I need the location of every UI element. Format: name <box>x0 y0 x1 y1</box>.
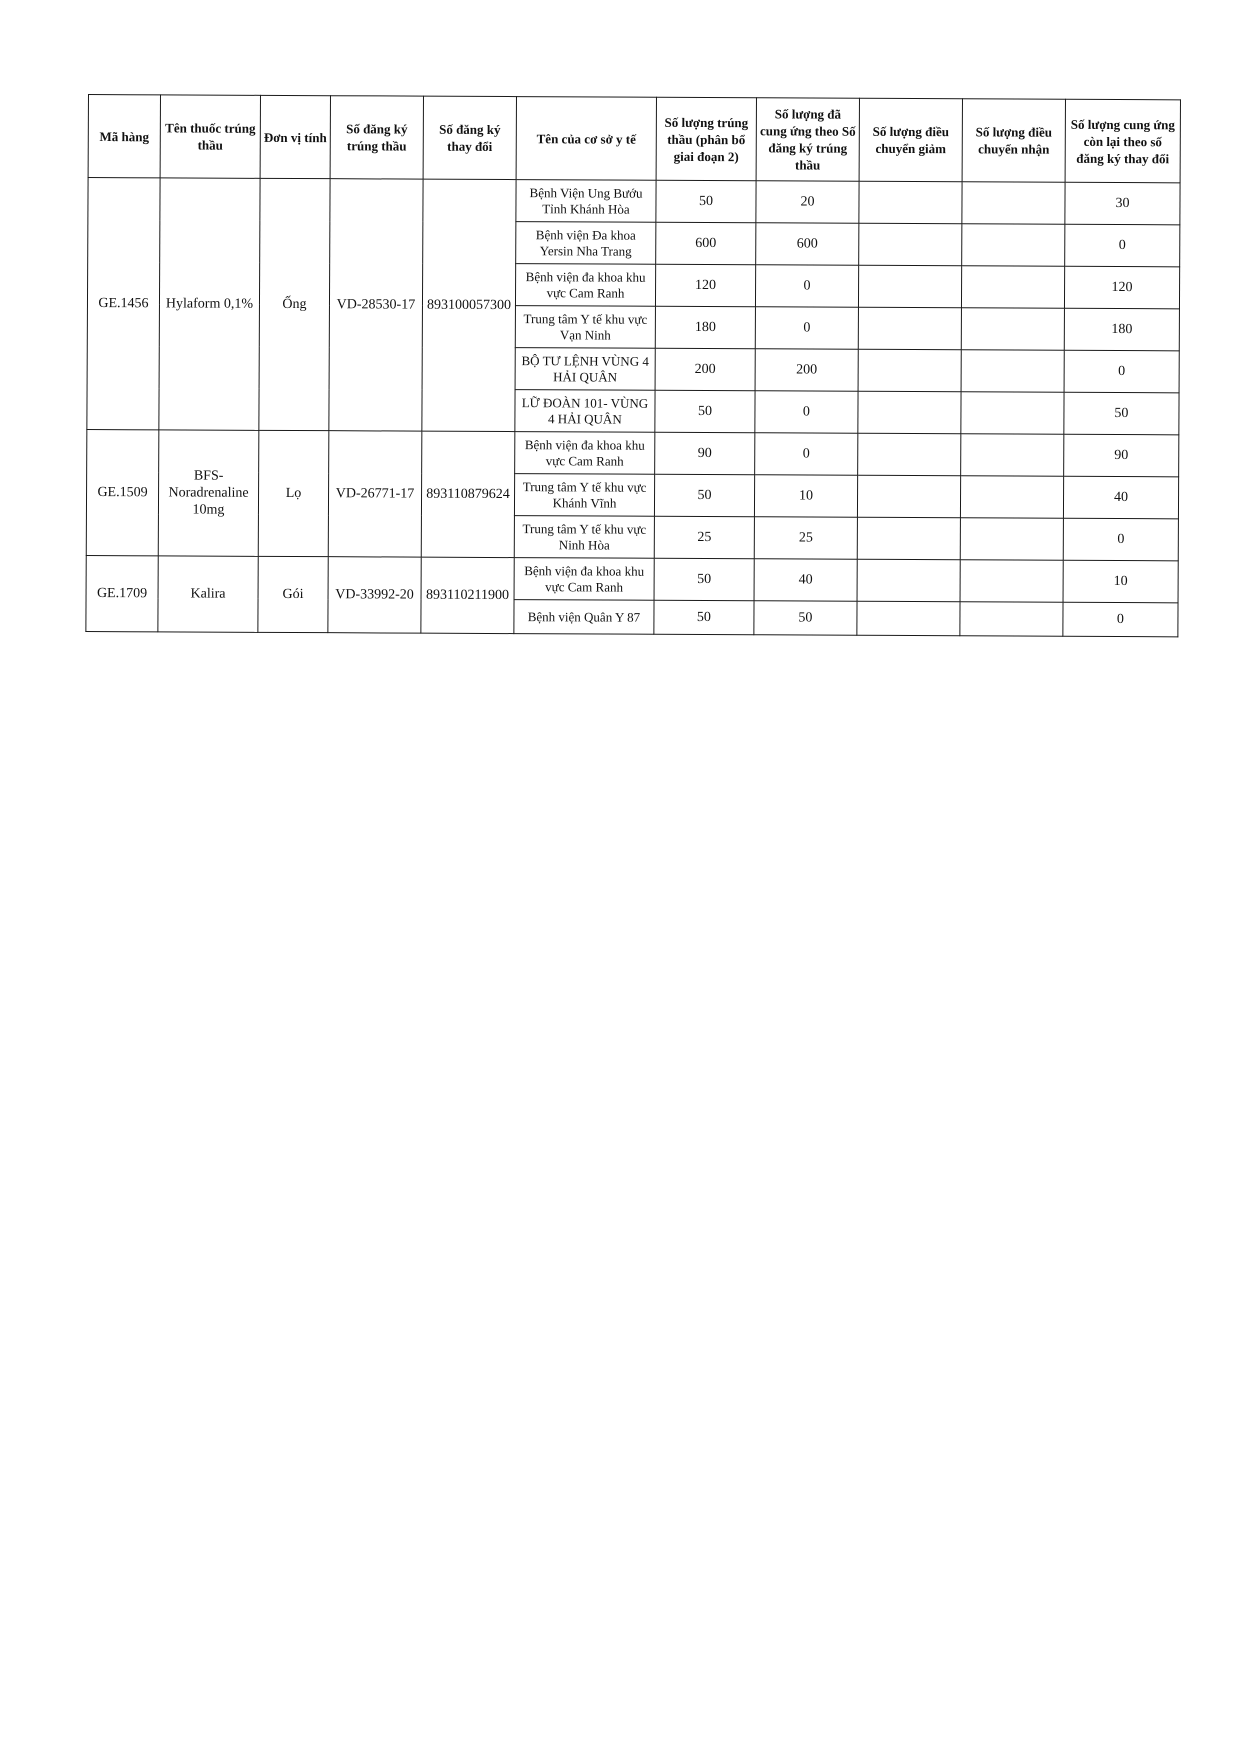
transfer-out-cell <box>857 601 960 636</box>
awarded-qty-cell: 90 <box>655 432 755 474</box>
unit-cell: Ống <box>259 178 330 430</box>
transfer-in-cell <box>961 434 1064 477</box>
transfer-out-cell <box>858 349 961 392</box>
transfer-out-cell <box>857 559 960 602</box>
header-drug-name: Tên thuốc trúng thầu <box>160 95 260 178</box>
transfer-out-cell <box>858 307 961 350</box>
header-reg-awarded: Số đăng ký trúng thầu <box>330 96 423 179</box>
header-transfer-out: Số lượng điều chuyển giảm <box>859 98 962 182</box>
drug-name-cell: BFS- Noradrenaline 10mg <box>158 430 259 556</box>
transfer-out-cell <box>857 475 960 518</box>
transfer-out-cell <box>859 223 962 266</box>
reg-awarded-cell: VD-28530-17 <box>329 179 423 431</box>
supplied-qty-cell: 40 <box>754 559 857 602</box>
header-item-code: Mã hàng <box>88 95 160 178</box>
awarded-qty-cell: 180 <box>655 306 755 348</box>
awarded-qty-cell: 50 <box>654 558 754 600</box>
facility-cell: Bệnh viện đa khoa khu vực Cam Ranh <box>515 264 655 307</box>
facility-cell: Trung tâm Y tế khu vực Khánh Vĩnh <box>514 474 654 517</box>
unit-cell: Gói <box>258 556 328 632</box>
supplied-qty-cell: 0 <box>755 433 858 476</box>
allocation-table <box>85 94 1181 637</box>
facility-cell: BỘ TƯ LỆNH VÙNG 4 HẢI QUÂN <box>515 348 655 391</box>
table-row <box>88 178 1180 225</box>
awarded-qty-cell: 50 <box>655 390 755 432</box>
drug-name-cell: Kalira <box>158 556 258 632</box>
transfer-in-cell <box>961 392 1064 435</box>
facility-cell: Bệnh viện đa khoa khu vực Cam Ranh <box>515 432 655 475</box>
supplied-qty-cell: 20 <box>756 181 859 224</box>
facility-cell: Bệnh viện Quân Y 87 <box>514 600 654 635</box>
transfer-out-cell <box>857 517 960 560</box>
header-row <box>88 95 1180 183</box>
facility-cell: Trung tâm Y tế khu vực Ninh Hòa <box>514 516 654 559</box>
transfer-in-cell <box>960 602 1063 637</box>
awarded-qty-cell: 50 <box>654 600 754 634</box>
awarded-qty-cell: 200 <box>655 348 755 390</box>
transfer-out-cell <box>859 181 962 224</box>
header-reg-changed: Số đăng ký thay đổi <box>423 96 516 179</box>
awarded-qty-cell: 50 <box>654 474 754 516</box>
supplied-qty-cell: 0 <box>755 391 858 434</box>
remaining-qty-cell: 10 <box>1063 560 1178 603</box>
remaining-qty-cell: 40 <box>1063 476 1178 519</box>
remaining-qty-cell: 50 <box>1064 392 1179 435</box>
transfer-out-cell <box>858 391 961 434</box>
facility-cell: Bệnh Viện Ung Bướu Tỉnh Khánh Hòa <box>516 180 656 223</box>
table-row <box>87 429 1179 476</box>
awarded-qty-cell: 600 <box>656 222 756 264</box>
supplied-qty-cell: 25 <box>754 517 857 560</box>
reg-changed-cell: 893110211900 <box>421 557 514 633</box>
table-row <box>86 555 1178 602</box>
transfer-out-cell <box>858 265 961 308</box>
remaining-qty-cell: 0 <box>1065 224 1180 267</box>
header-awarded-qty: Số lượng trúng thầu (phân bổ giai đoạn 2) <box>656 97 756 180</box>
remaining-qty-cell: 120 <box>1064 266 1179 309</box>
remaining-qty-cell: 30 <box>1065 182 1180 225</box>
supplied-qty-cell: 50 <box>754 601 857 636</box>
reg-changed-cell: 893110879624 <box>421 431 515 557</box>
header-transfer-in: Số lượng điều chuyển nhận <box>962 99 1065 183</box>
remaining-qty-cell: 0 <box>1063 518 1178 561</box>
transfer-in-cell <box>960 476 1063 519</box>
awarded-qty-cell: 50 <box>656 180 756 222</box>
transfer-in-cell <box>961 266 1064 309</box>
awarded-qty-cell: 25 <box>654 516 754 558</box>
transfer-in-cell <box>960 560 1063 603</box>
transfer-out-cell <box>858 433 961 476</box>
supplied-qty-cell: 0 <box>755 265 858 308</box>
facility-cell: Trung tâm Y tế khu vực Vạn Ninh <box>515 306 655 349</box>
unit-cell: Lọ <box>258 430 329 556</box>
supplied-qty-cell: 10 <box>754 475 857 518</box>
remaining-qty-cell: 0 <box>1063 602 1178 637</box>
item-code-cell: GE.1509 <box>86 429 159 555</box>
remaining-qty-cell: 90 <box>1064 434 1179 477</box>
facility-cell: Bệnh viện Đa khoa Yersin Nha Trang <box>516 222 656 265</box>
supplied-qty-cell: 0 <box>755 307 858 350</box>
remaining-qty-cell: 0 <box>1064 350 1179 393</box>
drug-name-cell: Hylaform 0,1% <box>159 178 260 430</box>
facility-cell: Bệnh viện đa khoa khu vực Cam Ranh <box>514 558 654 601</box>
header-unit: Đơn vị tính <box>260 95 330 178</box>
awarded-qty-cell: 120 <box>655 264 755 306</box>
item-code-cell: GE.1456 <box>87 178 160 430</box>
transfer-in-cell <box>960 518 1063 561</box>
transfer-in-cell <box>962 224 1065 267</box>
header-remaining-qty: Số lượng cung ứng còn lại theo số đăng ký thay đổi <box>1065 99 1180 183</box>
header-facility: Tên của cơ sở y tế <box>516 97 656 181</box>
supplied-qty-cell: 200 <box>755 349 858 392</box>
reg-changed-cell: 893100057300 <box>422 179 516 431</box>
header-supplied-qty: Số lượng đã cung ứng theo Số đăng ký trúng thầu <box>756 98 859 182</box>
supplied-qty-cell: 600 <box>756 223 859 266</box>
remaining-qty-cell: 180 <box>1064 308 1179 351</box>
transfer-in-cell <box>961 350 1064 393</box>
item-code-cell: GE.1709 <box>86 555 158 631</box>
transfer-in-cell <box>962 182 1065 225</box>
transfer-in-cell <box>961 308 1064 351</box>
facility-cell: LỮ ĐOÀN 101- VÙNG 4 HẢI QUÂN <box>515 390 655 433</box>
reg-awarded-cell: VD-26771-17 <box>328 431 422 557</box>
reg-awarded-cell: VD-33992-20 <box>328 557 421 633</box>
